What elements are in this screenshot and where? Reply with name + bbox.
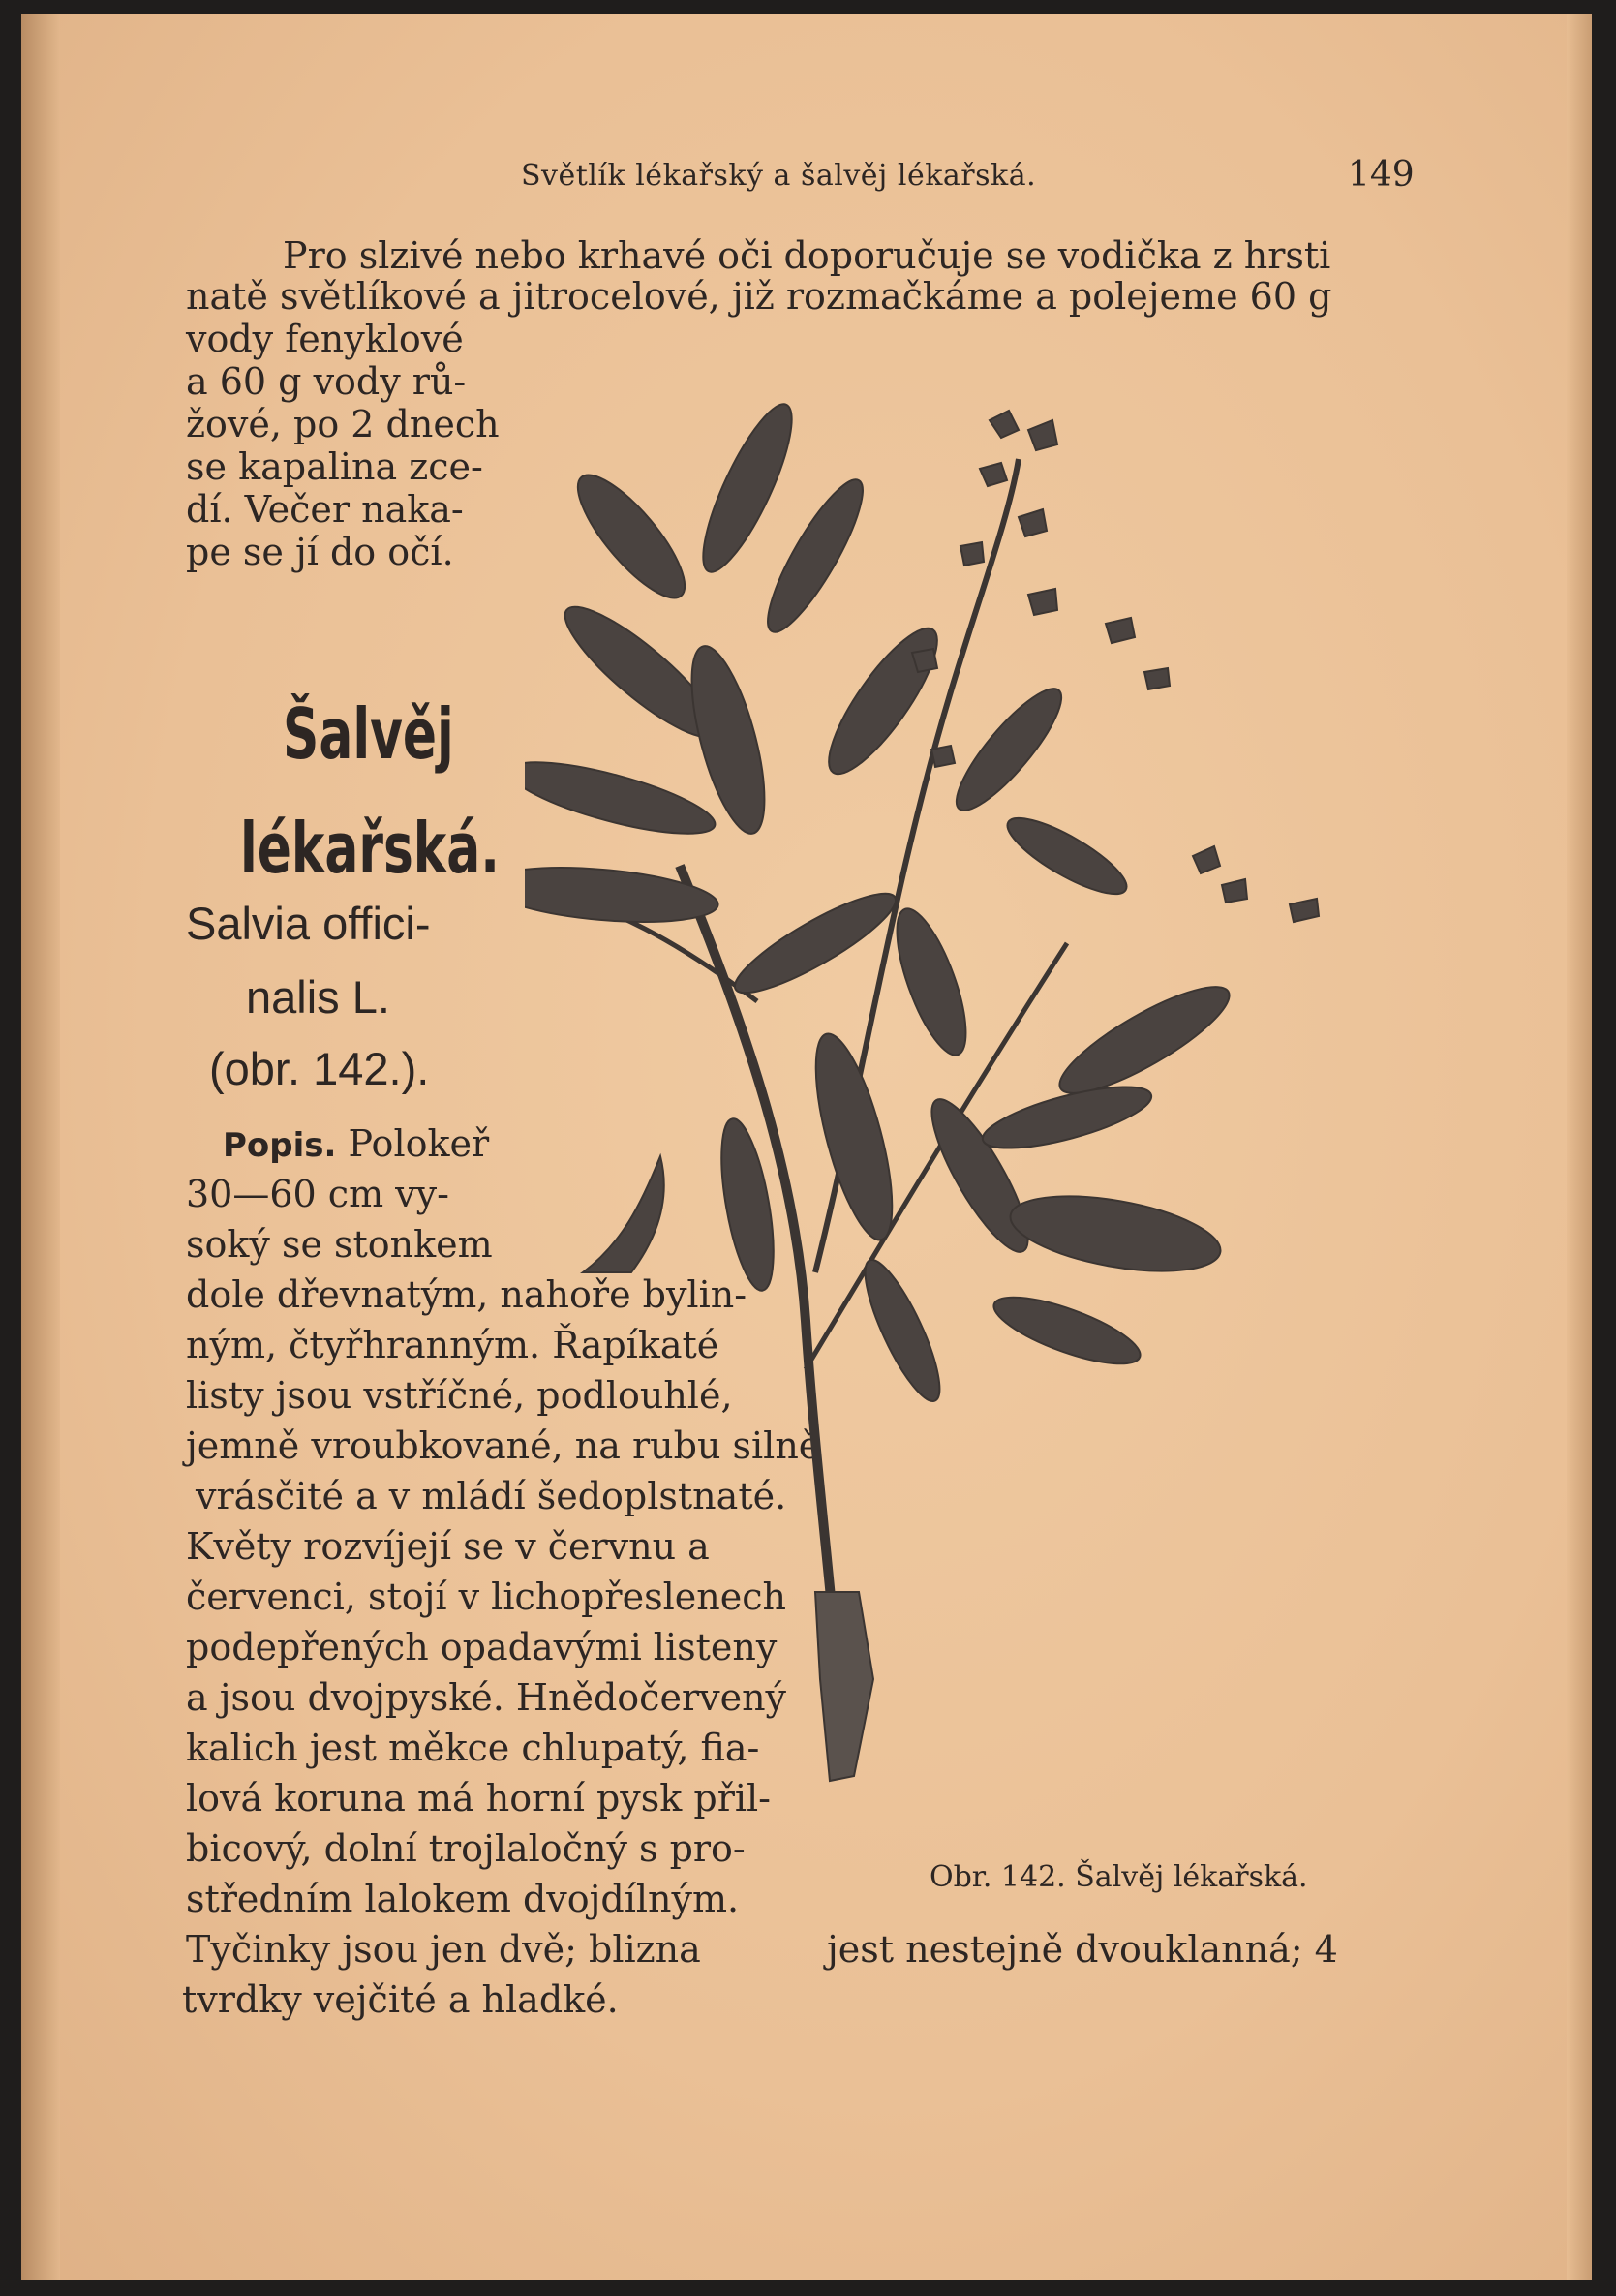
description-line-18: tvrdky vejčité a hladké. [182,1978,619,2021]
description-line-3: soký se stonkem [186,1223,493,1266]
page-number: 149 [1348,155,1415,195]
intro-line-2: natě světlíkové a jitrocelové, již rozmačkáme a polejeme 60 g [186,275,1332,318]
description-continuation: jest nestejně dvouklanná; 4 [827,1928,1338,1971]
intro-line-3: vody fenyklové [186,318,464,360]
description-line-8: vrásčité a v mládí šedoplstnaté. [196,1475,787,1517]
description-line-13: kalich jest měkce chlupatý, fia- [186,1727,760,1769]
description-line-9: Květy rozvíjejí se v červnu a [186,1525,710,1568]
figure-caption: Obr. 142. Šalvěj lékařská. [930,1860,1308,1894]
intro-line-5: žové, po 2 dnech [186,403,500,445]
intro-line-6: se kapalina zce- [186,445,483,488]
description-line-6: listy jsou vstříčné, podlouhlé, [186,1374,733,1417]
latin-name-line-2: nalis L. [246,971,390,1023]
description-line-12: a jsou dvojpyské. Hnědočervený [186,1676,787,1719]
description-line-4: dole dřevnatým, nahoře bylin- [186,1273,747,1316]
description-line-10: červenci, stojí v lichopřeslenech [186,1576,786,1618]
description-line-14: lová koruna má horní pysk přil- [186,1777,772,1820]
description-line-11: podepřených opadavými listeny [186,1626,778,1668]
intro-line-8: pe se jí do očí. [186,531,454,573]
description-line-1 [223,1122,489,1167]
intro-line-7: dí. Večer naka- [186,488,464,531]
sage-plant-illustration [525,401,1425,1853]
description-label: Popis. [223,1126,337,1165]
description-line-7: jemně vroubkované, na rubu silně [186,1424,821,1467]
page-spine-shadow [21,14,60,2280]
latin-name-line-3: (obr. 142.). [209,1043,430,1094]
description-text-1: Polokeř [348,1122,490,1165]
latin-name-line-1: Salvia offici- [186,898,431,949]
description-line-15: bicový, dolní trojlaločný s pro- [186,1827,746,1870]
section-heading-line-1: Šalvěj [283,693,454,775]
intro-line-4: a 60 g vody rů- [186,360,467,403]
description-line-16: středním lalokem dvojdílným. [186,1878,740,1920]
description-line-5: ným, čtyřhranným. Řapíkaté [186,1324,719,1366]
book-page [21,14,1592,2280]
intro-line-1: Pro slzivé nebo krhavé oči doporučuje se vodička z hrsti [283,234,1331,277]
description-line-2: 30—60 cm vy- [186,1173,449,1215]
description-line-17: Tyčinky jsou jen dvě; blizna [186,1928,701,1971]
section-heading-line-2: lékařská. [240,808,500,889]
running-header: Světlík lékařský a šalvěj lékařská. [521,159,1037,193]
page-edge-shadow [1567,14,1592,2280]
